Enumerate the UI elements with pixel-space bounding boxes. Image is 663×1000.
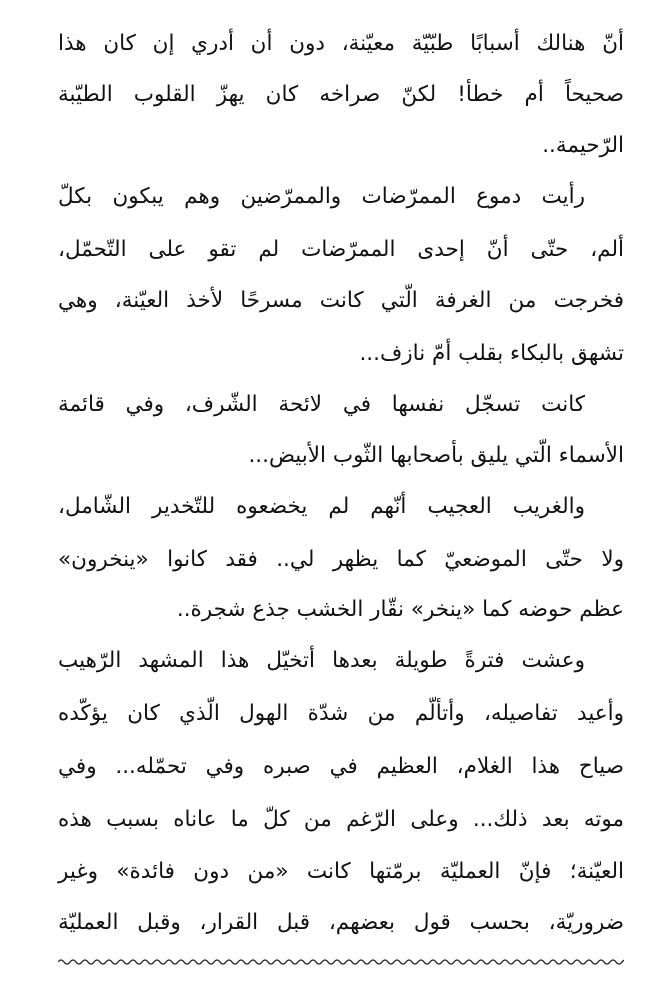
text-line: الأسماء الّتي يليق بأصحابها الثّوب الأبيض...: [248, 443, 624, 468]
text-line: ألم، حتّى أنّ إحدى الممرّضات لم تقو على التّحمّل،: [58, 237, 624, 262]
text-line: وأعيد تفاصيله، وأتألّم من شدّة الهول الّذي كان يؤكّده: [58, 701, 624, 726]
text-line: ضروريّة، بحسب قول بعضهم، قبل القرار، وقبل العمليّة: [58, 910, 624, 935]
text-line: والغريب العجيب أنّهم لم يخضعوه للتّخدير الشّامل،: [58, 494, 585, 519]
text-line: صياح هذا الغلام، العظيم في صبره وفي تحمّله... وفي: [58, 754, 624, 779]
text-line: العيّنة؛ فإنّ العمليّة برمّتها كانت «من دون فائدة» وغير: [58, 859, 624, 884]
text-line: عظم حوضه كما «ينخر» نقّار الخشب جذع شجرة..: [176, 597, 624, 622]
text-line: فخرجت من الغرفة الّتي كانت مسرحًا لأخذ العيّنة، وهي: [58, 288, 624, 313]
text-line: أنّ هنالك أسبابًا طبّيّة معيّنة، دون أن أدري إن كان هذا: [58, 31, 624, 56]
text-line: موته بعد ذلك... وعلى الرّغم من كلّ ما عاناه بسبب هذه: [58, 807, 624, 832]
text-line: صحيحاً أم خطأ! لكنّ صراخه كان يهزّ القلوب الطيّبة: [58, 82, 624, 107]
wavy-divider: [58, 956, 624, 968]
text-line: الرّحيمة..: [542, 133, 624, 158]
text-line: وعشت فترةً طويلة بعدها أتخيّل هذا المشهد الرّهيب: [58, 648, 585, 673]
text-line: رأيت دموع الممرّضات والممرّضين وهم يبكون بكلّ: [58, 184, 585, 209]
text-line: ولا حتّى الموضعيّ كما يظهر لي.. فقد كانوا «ينخرون»: [58, 547, 624, 572]
text-line: كانت تسجّل نفسها في لائحة الشّرف، وفي قائمة: [58, 392, 585, 417]
text-line: تشهق بالبكاء بقلب أمّ نازف...: [359, 341, 624, 366]
